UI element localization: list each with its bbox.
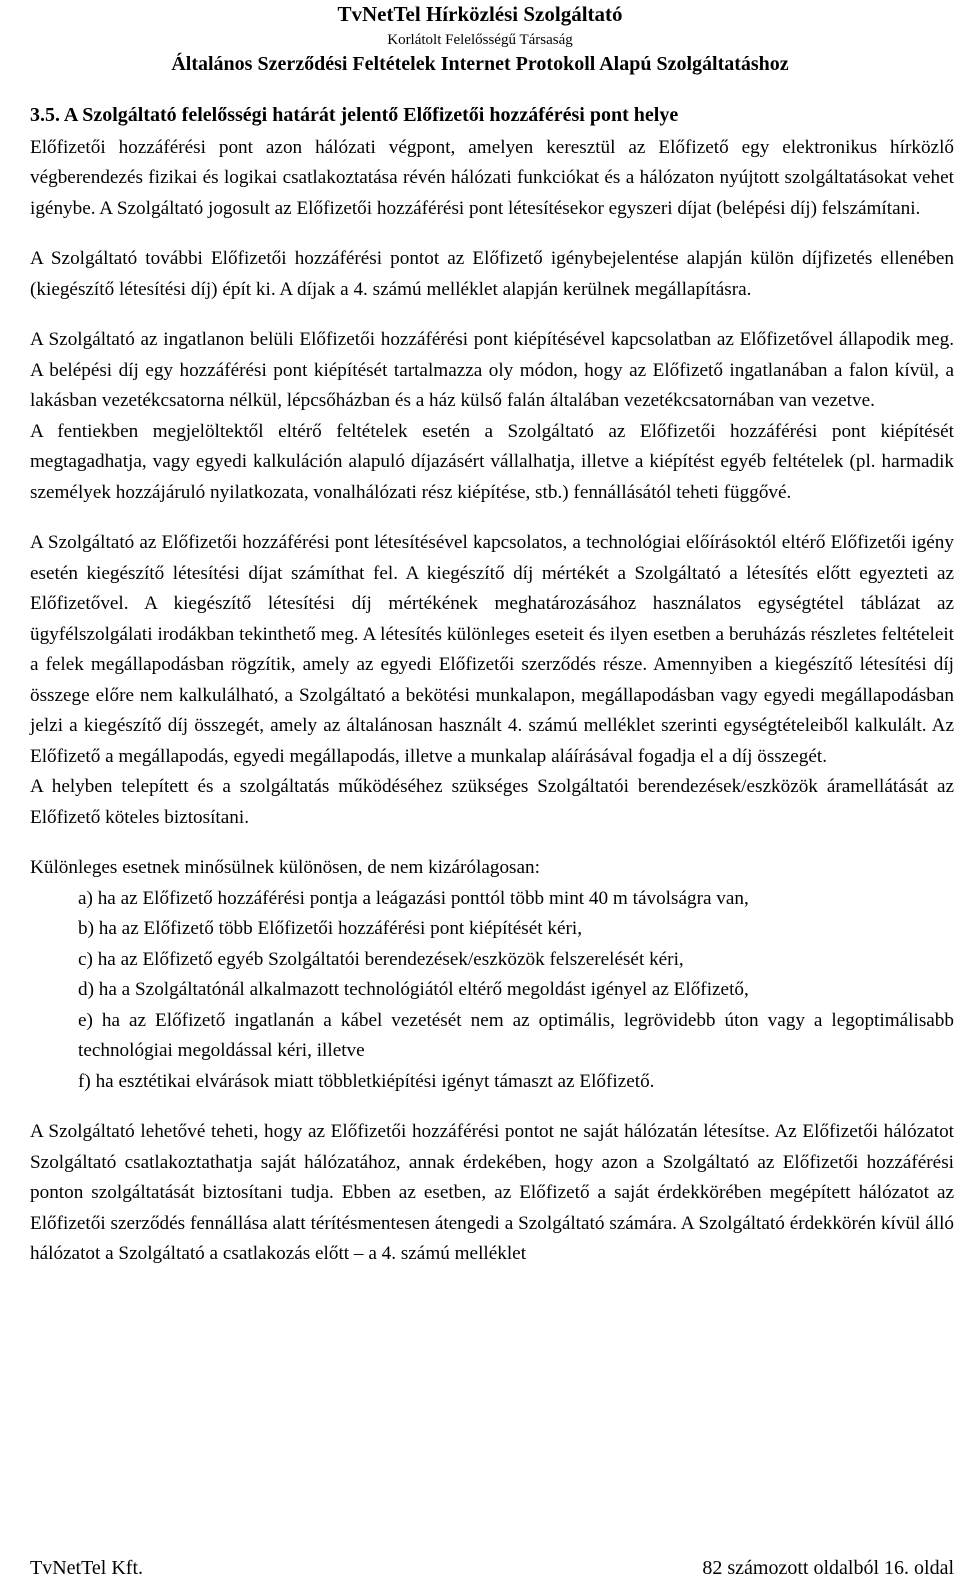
spacer [30,305,954,325]
header-document-title: Általános Szerződési Feltételek Internet Protokoll Alapú Szolgáltatáshoz [171,53,789,75]
page-footer [30,1553,954,1583]
special-cases-list [30,884,954,1098]
header-company: TvNetTel Hírközlési Szolgáltató [337,2,623,26]
document-body [30,100,954,1270]
header-company-type: Korlátolt Felelősségű Társaság [387,32,573,48]
section-title: 3.5. A Szolgáltató felelősségi határát jelentő Előfizetői hozzáférési pont helye [30,104,679,126]
spacer [30,1097,954,1117]
list-item: f) ha esztétikai elvárások miatt többletkiépítési igényt támaszt az Előfizető. [78,1070,655,1092]
list-item: b) ha az Előfizető több Előfizetői hozzáférési pont kiépítését kéri, [78,918,582,939]
paragraph-1: Előfizetői hozzáférési pont azon hálózati végpont, amelyen keresztül az Előfizető egy elektronikus hírközlő végberendezés fizikai és logikai csatlakoztatása révén hálózati funkciókat és a hálózaton nyújtott szolgáltatásokat vehet igénybe. A Szolgáltató jogosult az Előfizetői hozzáférési pont létesítésekor egyszeri díjat (belépési díj) felszámítani. [30,136,954,219]
spacer [30,224,954,244]
paragraph-5: A Szolgáltató az Előfizetői hozzáférési pont létesítésével kapcsolatos, a technológiai előírásoktól eltérő Előfizetői igény esetén kiegészítő létesítési díjat számíthat fel. A kiegészítő díj mértékét a Szolgáltató a létesítés előtt egyezteti az Előfizetővel. A kiegészítő létesítési díj mértékének meghatározásához használatos egységtétel táblázat az ügyfélszolgálati irodákban tekinthető meg. A létesítés különleges eseteit és ilyen esetben a beruházás részletes feltételeit a felek megállapodásban rögzítik, amely az egyedi Előfizetői szerződés része. Amennyiben a kiegészítő létesítési díj összege előre nem kalkulálható, a Szolgáltató a bekötési munkalapon, megállapodásban vagy egyedi megállapodásban jelzi a kiegészítő díj összegét, amely az általánosan használt 4. számú melléklet szerinti egységtételeiből kalkulált. Az Előfizető a megállapodás, egyedi megállapodás, illetve a munkalap aláírásával fogadja el a díj összegét. [30,532,954,767]
list-item: c) ha az Előfizető egyéb Szolgáltatói berendezések/eszközök felszerelését kéri, [78,948,684,970]
spacer [30,833,954,853]
paragraph-7: Különleges esetnek minősülnek különösen, de nem kizárólagosan: [30,857,540,878]
list-item: e) ha az Előfizető ingatlanán a kábel vezetését nem az optimális, legrövidebb úton vagy a legoptimálisabb technológiai megoldással kéri, illetve [78,1009,954,1061]
list-item: d) ha a Szolgáltatónál alkalmazott technológiától eltérő megoldást igényel az Előfizető, [78,979,749,1000]
paragraph-3: A Szolgáltató az ingatlanon belüli Előfizetői hozzáférési pont kiépítésével kapcsolatban az Előfizetővel állapodik meg. A belépési díj egy hozzáférési pont kiépítését tartalmazza oly módon, hogy az Előfizető ingatlanában a falon kívül, a lakásban vezetékcsatorna nélkül, lépcsőházban és a ház külső falán általában vezetékcsatornában van vezetve. [30,329,954,411]
list-item: a) ha az Előfizető hozzáférési pontja a leágazási ponttól több mint 40 m távolságra van, [78,887,749,909]
paragraph-4: A fentiekben megjelöltektől eltérő feltételek esetén a Szolgáltató az Előfizetői hozzáférési pont kiépítését megtagadhatja, vagy egyedi kalkuláción alapuló díjazásért vállalhatja, illetve a kiépítést egyéb feltételek (pl. harmadik személyek hozzájáruló nyilatkozata, vonalhálózati rész kiépítése, stb.) fennállásától teheti függővé. [30,420,954,503]
spacer [30,508,954,528]
paragraph-8: A Szolgáltató lehetővé teheti, hogy az Előfizetői hozzáférési pontot ne saját hálózatán létesítse. Az Előfizetői hálózatot Szolgáltató csatlakoztathatja saját hálózatához, annak érdekében, hogy azon a Szolgáltató az Előfizetői hozzáférési ponton szolgáltatását biztosítani tudja. Ebben az esetben, az Előfizető a saját érdekkörében megépített hálózatot az Előfizetői szerződés fennállása alatt térítésmentesen átengedi a Szolgáltató számára. A Szolgáltató érdekkörén kívül álló hálózatot a Szolgáltató a csatlakozás előtt – a 4. számú melléklet [30,1121,954,1264]
footer-page-number: 82 számozott oldalból 16. oldal [702,1557,954,1579]
paragraph-2: A Szolgáltató további Előfizetői hozzáférési pontot az Előfizető igénybejelentése alapján külön díjfizetés ellenében (kiegészítő létesítési díj) épít ki. A díjak a 4. számú melléklet alapján kerülnek megállapításra. [30,248,954,300]
paragraph-6: A helyben telepített és a szolgáltatás működéséhez szükséges Szolgáltatói berendezések/eszközök áramellátását az Előfizető köteles biztosítani. [30,776,954,828]
footer-company: TvNetTel Kft. [30,1557,144,1579]
